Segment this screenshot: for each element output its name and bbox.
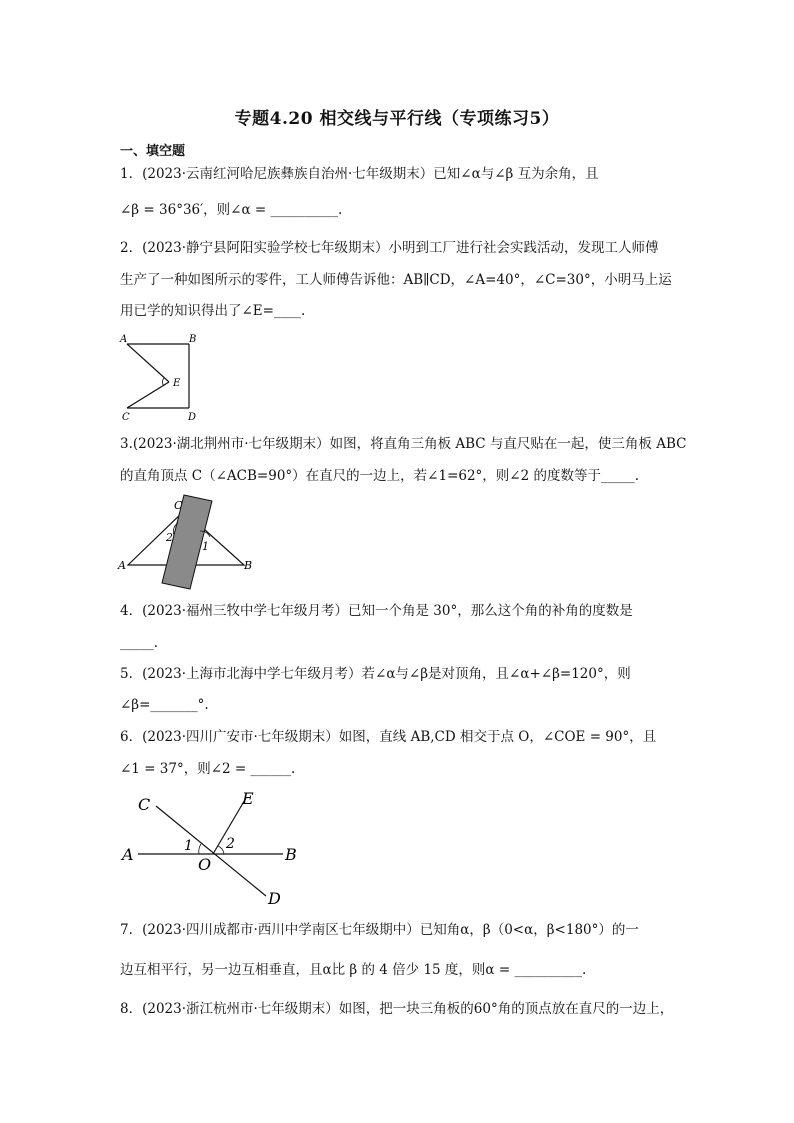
q5-line-1: 5．(2023·上海市北海中学七年级月考）若∠α与∠β是对顶角，且∠α+∠β=120°，则 [120, 666, 631, 682]
q6-figure [118, 786, 308, 908]
q3-figure [116, 493, 266, 593]
q2-label-d: D [188, 412, 197, 422]
q7-line-1: 7．(2023·四川成都市·西川中学南区七年级期中）已知角α，β（0<α，β<180°）的一 [120, 922, 639, 938]
q6-label-c: C [138, 795, 151, 814]
q6-label-2: 2 [226, 836, 235, 852]
q4-line-1: 4．(2023·福州三牧中学七年级月考）已知一个角是 30°，那么这个角的补角的度数是 [120, 603, 633, 619]
q6-line-2: ∠1 = 37°，则∠2 = ______. [120, 761, 296, 777]
q6-label-b: B [285, 845, 297, 864]
q6-label-o: O [198, 855, 212, 874]
q6-label-a: A [122, 845, 134, 864]
q3-label-2: 2 [166, 531, 173, 544]
q2-line-3: 用已学的知识得出了∠E=____. [120, 303, 306, 319]
q3-label-b: B [244, 559, 253, 572]
q2-line-1: 2．(2023·静宁县阿阳实验学校七年级期末）小明到工厂进行社会实践活动，发现工人师傅 [120, 240, 659, 256]
q5-line-2: ∠β=_______°. [120, 697, 209, 713]
q3-line-2: 的直角顶点 C（∠ACB=90°）在直尺的一边上，若∠1=62°，则∠2 的度数等于_____. [120, 468, 640, 484]
page-title: 专题4.20 相交线与平行线（专项练习5） [234, 109, 560, 129]
q6-label-1: 1 [184, 838, 193, 854]
q2-line-2: 生产了一种如图所示的零件，工人师傅告诉他：AB∥CD，∠A=40°，∠C=30°，小明马上运 [120, 272, 672, 288]
q3-label-1: 1 [202, 540, 209, 553]
q2-label-a: A [120, 334, 128, 345]
q8-line-1: 8．(2023·浙江杭州市·七年级期末）如图，把一块三角板的60°角的顶点放在直尺的一边上， [120, 1001, 674, 1017]
q3-label-c: C [174, 499, 183, 512]
q3-label-a: A [118, 559, 126, 572]
q2-label-b: B [189, 334, 197, 345]
q4-line-2: _____. [120, 635, 159, 651]
section-heading: 一、填空题 [120, 144, 186, 159]
q3-line-1: 3.(2023·湖北荆州市·七年级期末）如图，将直角三角板 ABC 与直尺贴在一起，使三角板 ABC [120, 436, 687, 452]
q2-label-c: C [122, 412, 130, 422]
q6-line-1: 6．(2023·四川广安市·七年级期末）如图，直线 AB,CD 相交于点 O，∠COE = 90°，且 [120, 729, 657, 745]
q2-label-e: E [173, 378, 181, 389]
q1-line-2: ∠β = 36°36′，则∠α = __________. [120, 202, 343, 218]
q1-line-1: 1．(2023·云南红河哈尼族彝族自治州·七年级期末）已知∠α与∠β 互为余角，且 [120, 166, 599, 182]
q6-label-d: D [268, 889, 281, 908]
q2-figure [116, 330, 206, 422]
q6-label-e: E [242, 789, 254, 808]
q7-line-2: 边互相平行，另一边互相垂直，且α比 β 的 4 倍少 15 度，则α = __________. [120, 962, 587, 978]
